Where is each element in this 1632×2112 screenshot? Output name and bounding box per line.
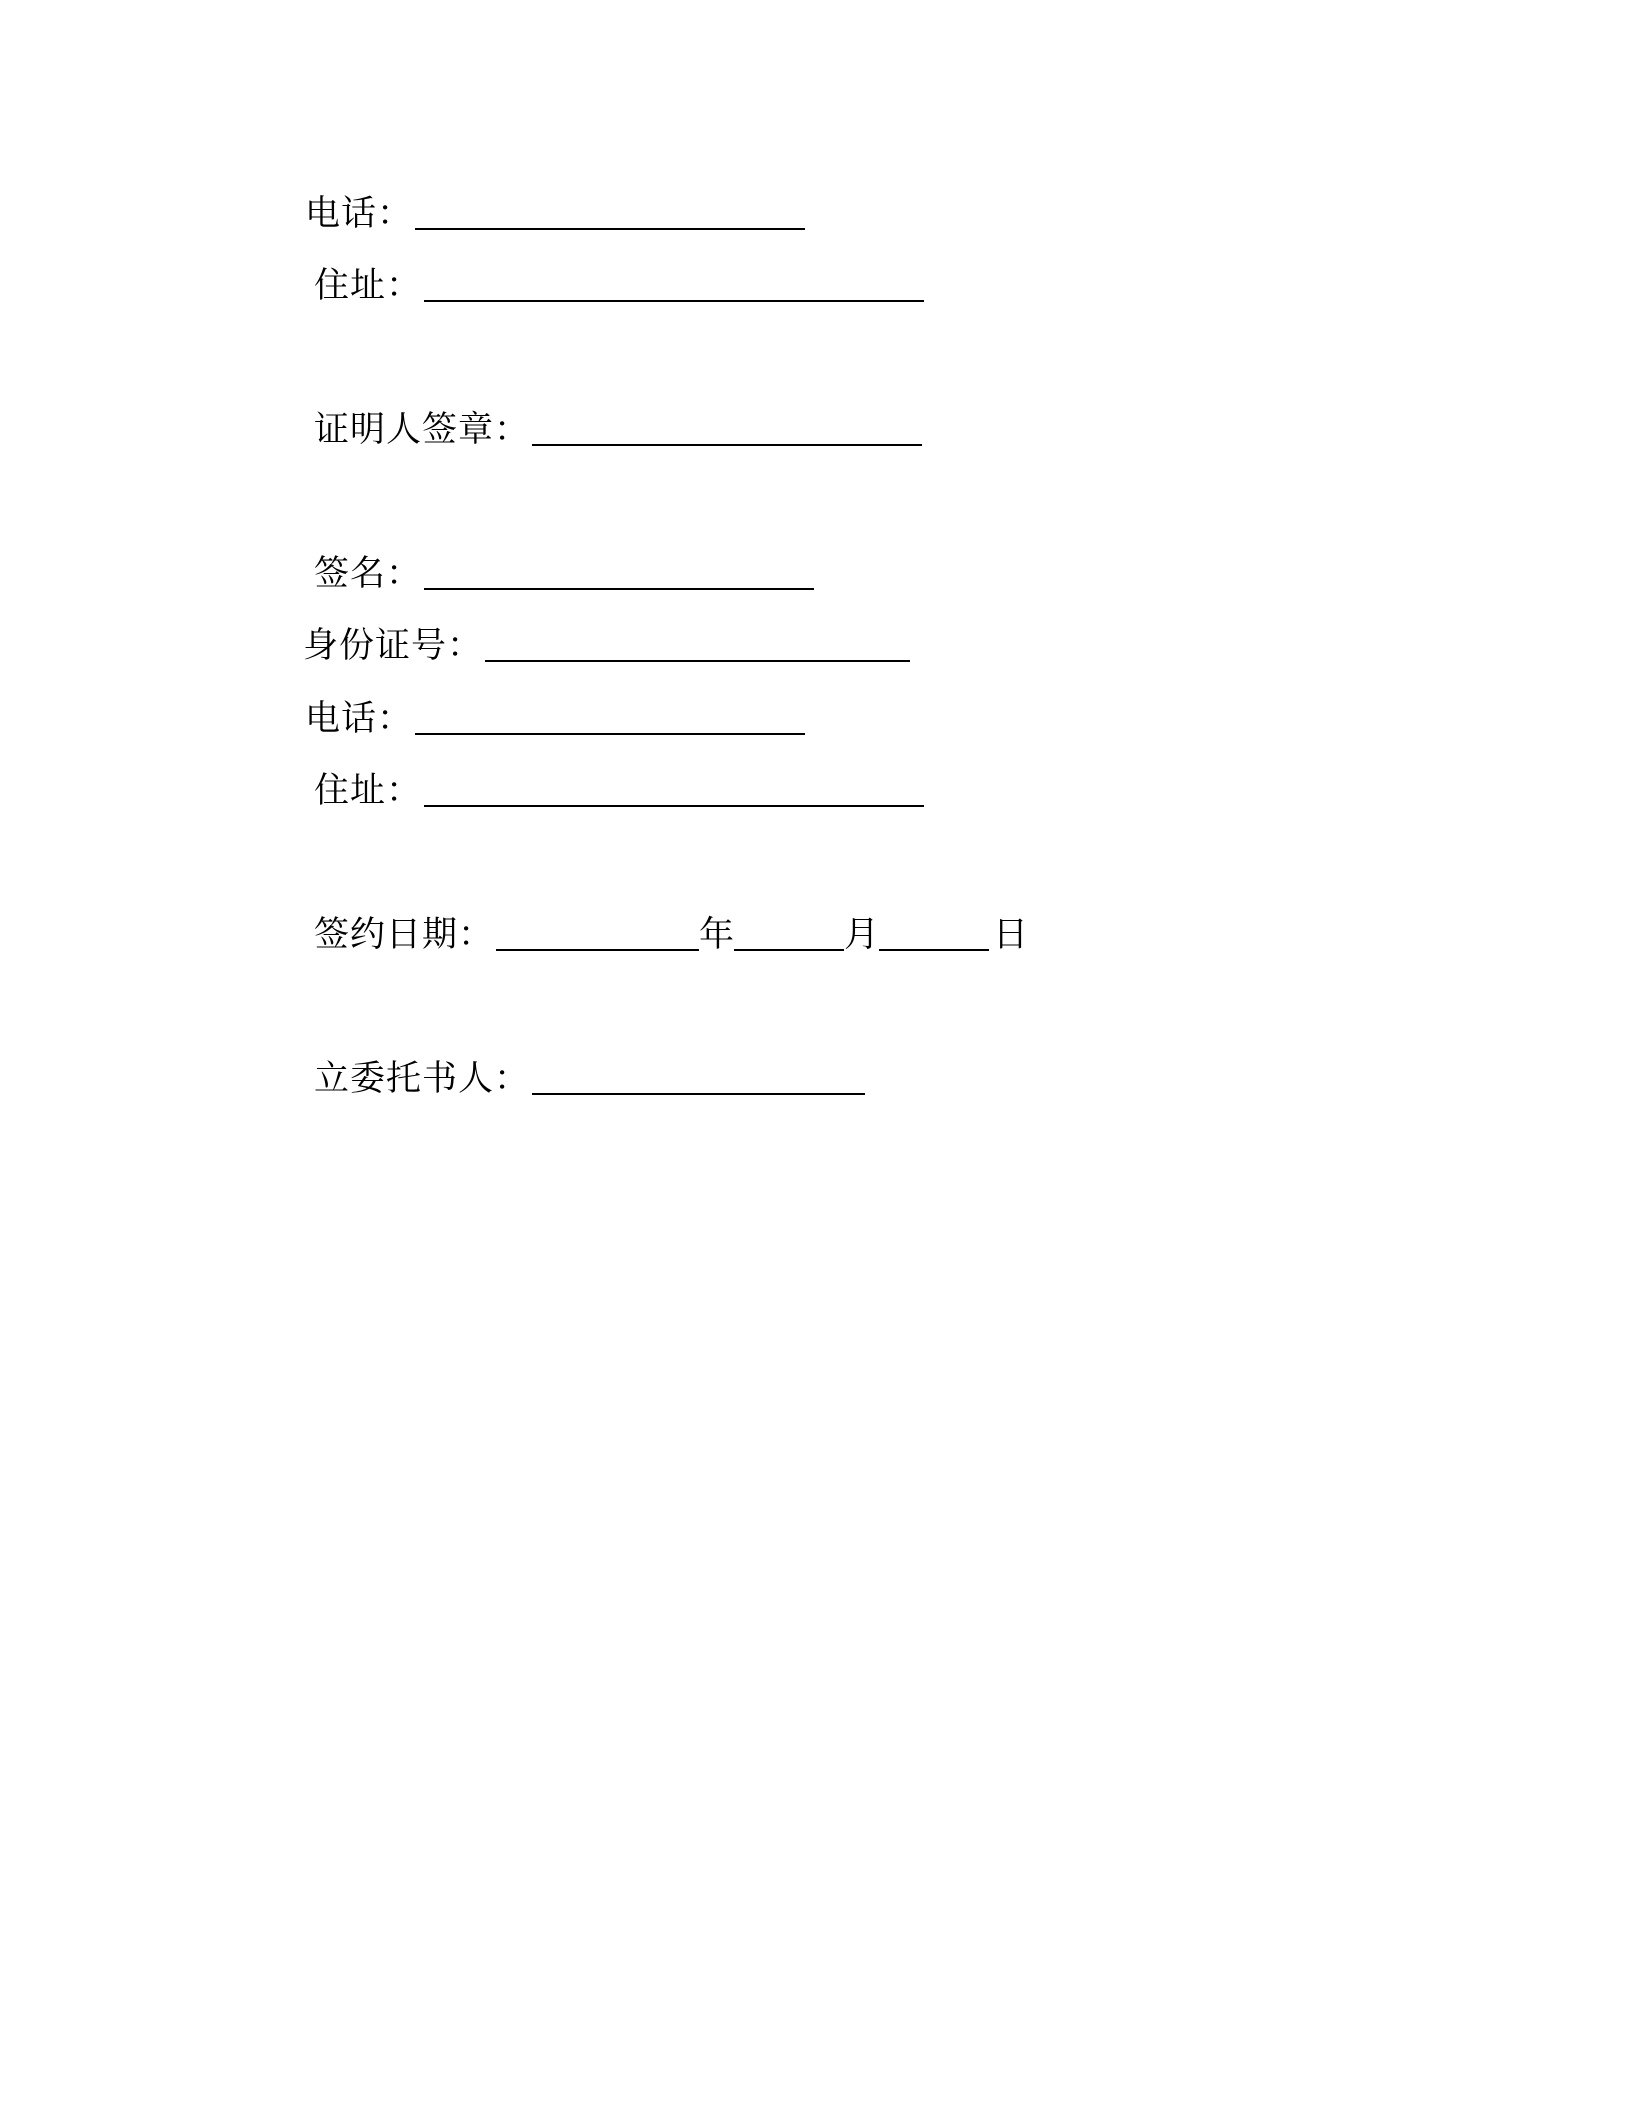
signature-row — [314, 550, 814, 598]
month-blank-line[interactable] — [734, 915, 844, 951]
id-number-label: 身份证号： — [303, 626, 484, 666]
day-unit: 日 — [993, 915, 1029, 955]
month-unit: 月 — [844, 915, 880, 955]
phone-blank-line[interactable] — [415, 194, 805, 230]
address-label: 住址： — [314, 266, 423, 306]
principal-label: 立委托书人： — [314, 1059, 531, 1099]
signature-blank-line[interactable] — [424, 554, 814, 590]
id-number-blank-line[interactable] — [485, 626, 910, 662]
address-label: 住址： — [314, 771, 423, 811]
phone-blank-line[interactable] — [415, 699, 805, 735]
address-row-1 — [314, 262, 924, 310]
witness-seal-row — [314, 406, 922, 454]
id-number-row — [303, 622, 910, 670]
sign-date-row — [314, 911, 1028, 959]
address-blank-line[interactable] — [424, 266, 924, 302]
phone-row-1 — [305, 190, 805, 238]
address-blank-line[interactable] — [424, 771, 924, 807]
phone-label: 电话： — [305, 194, 414, 234]
phone-row-2 — [305, 695, 805, 743]
witness-seal-label: 证明人签章： — [314, 410, 531, 450]
year-blank-line[interactable] — [496, 915, 699, 951]
day-blank-line[interactable] — [879, 915, 989, 951]
principal-blank-line[interactable] — [532, 1059, 865, 1095]
sign-date-label: 签约日期： — [314, 915, 495, 955]
witness-seal-blank-line[interactable] — [532, 410, 922, 446]
principal-row — [314, 1055, 865, 1103]
address-row-2 — [314, 767, 924, 815]
signature-label: 签名： — [314, 554, 423, 594]
year-unit: 年 — [699, 915, 735, 955]
phone-label: 电话： — [305, 699, 414, 739]
